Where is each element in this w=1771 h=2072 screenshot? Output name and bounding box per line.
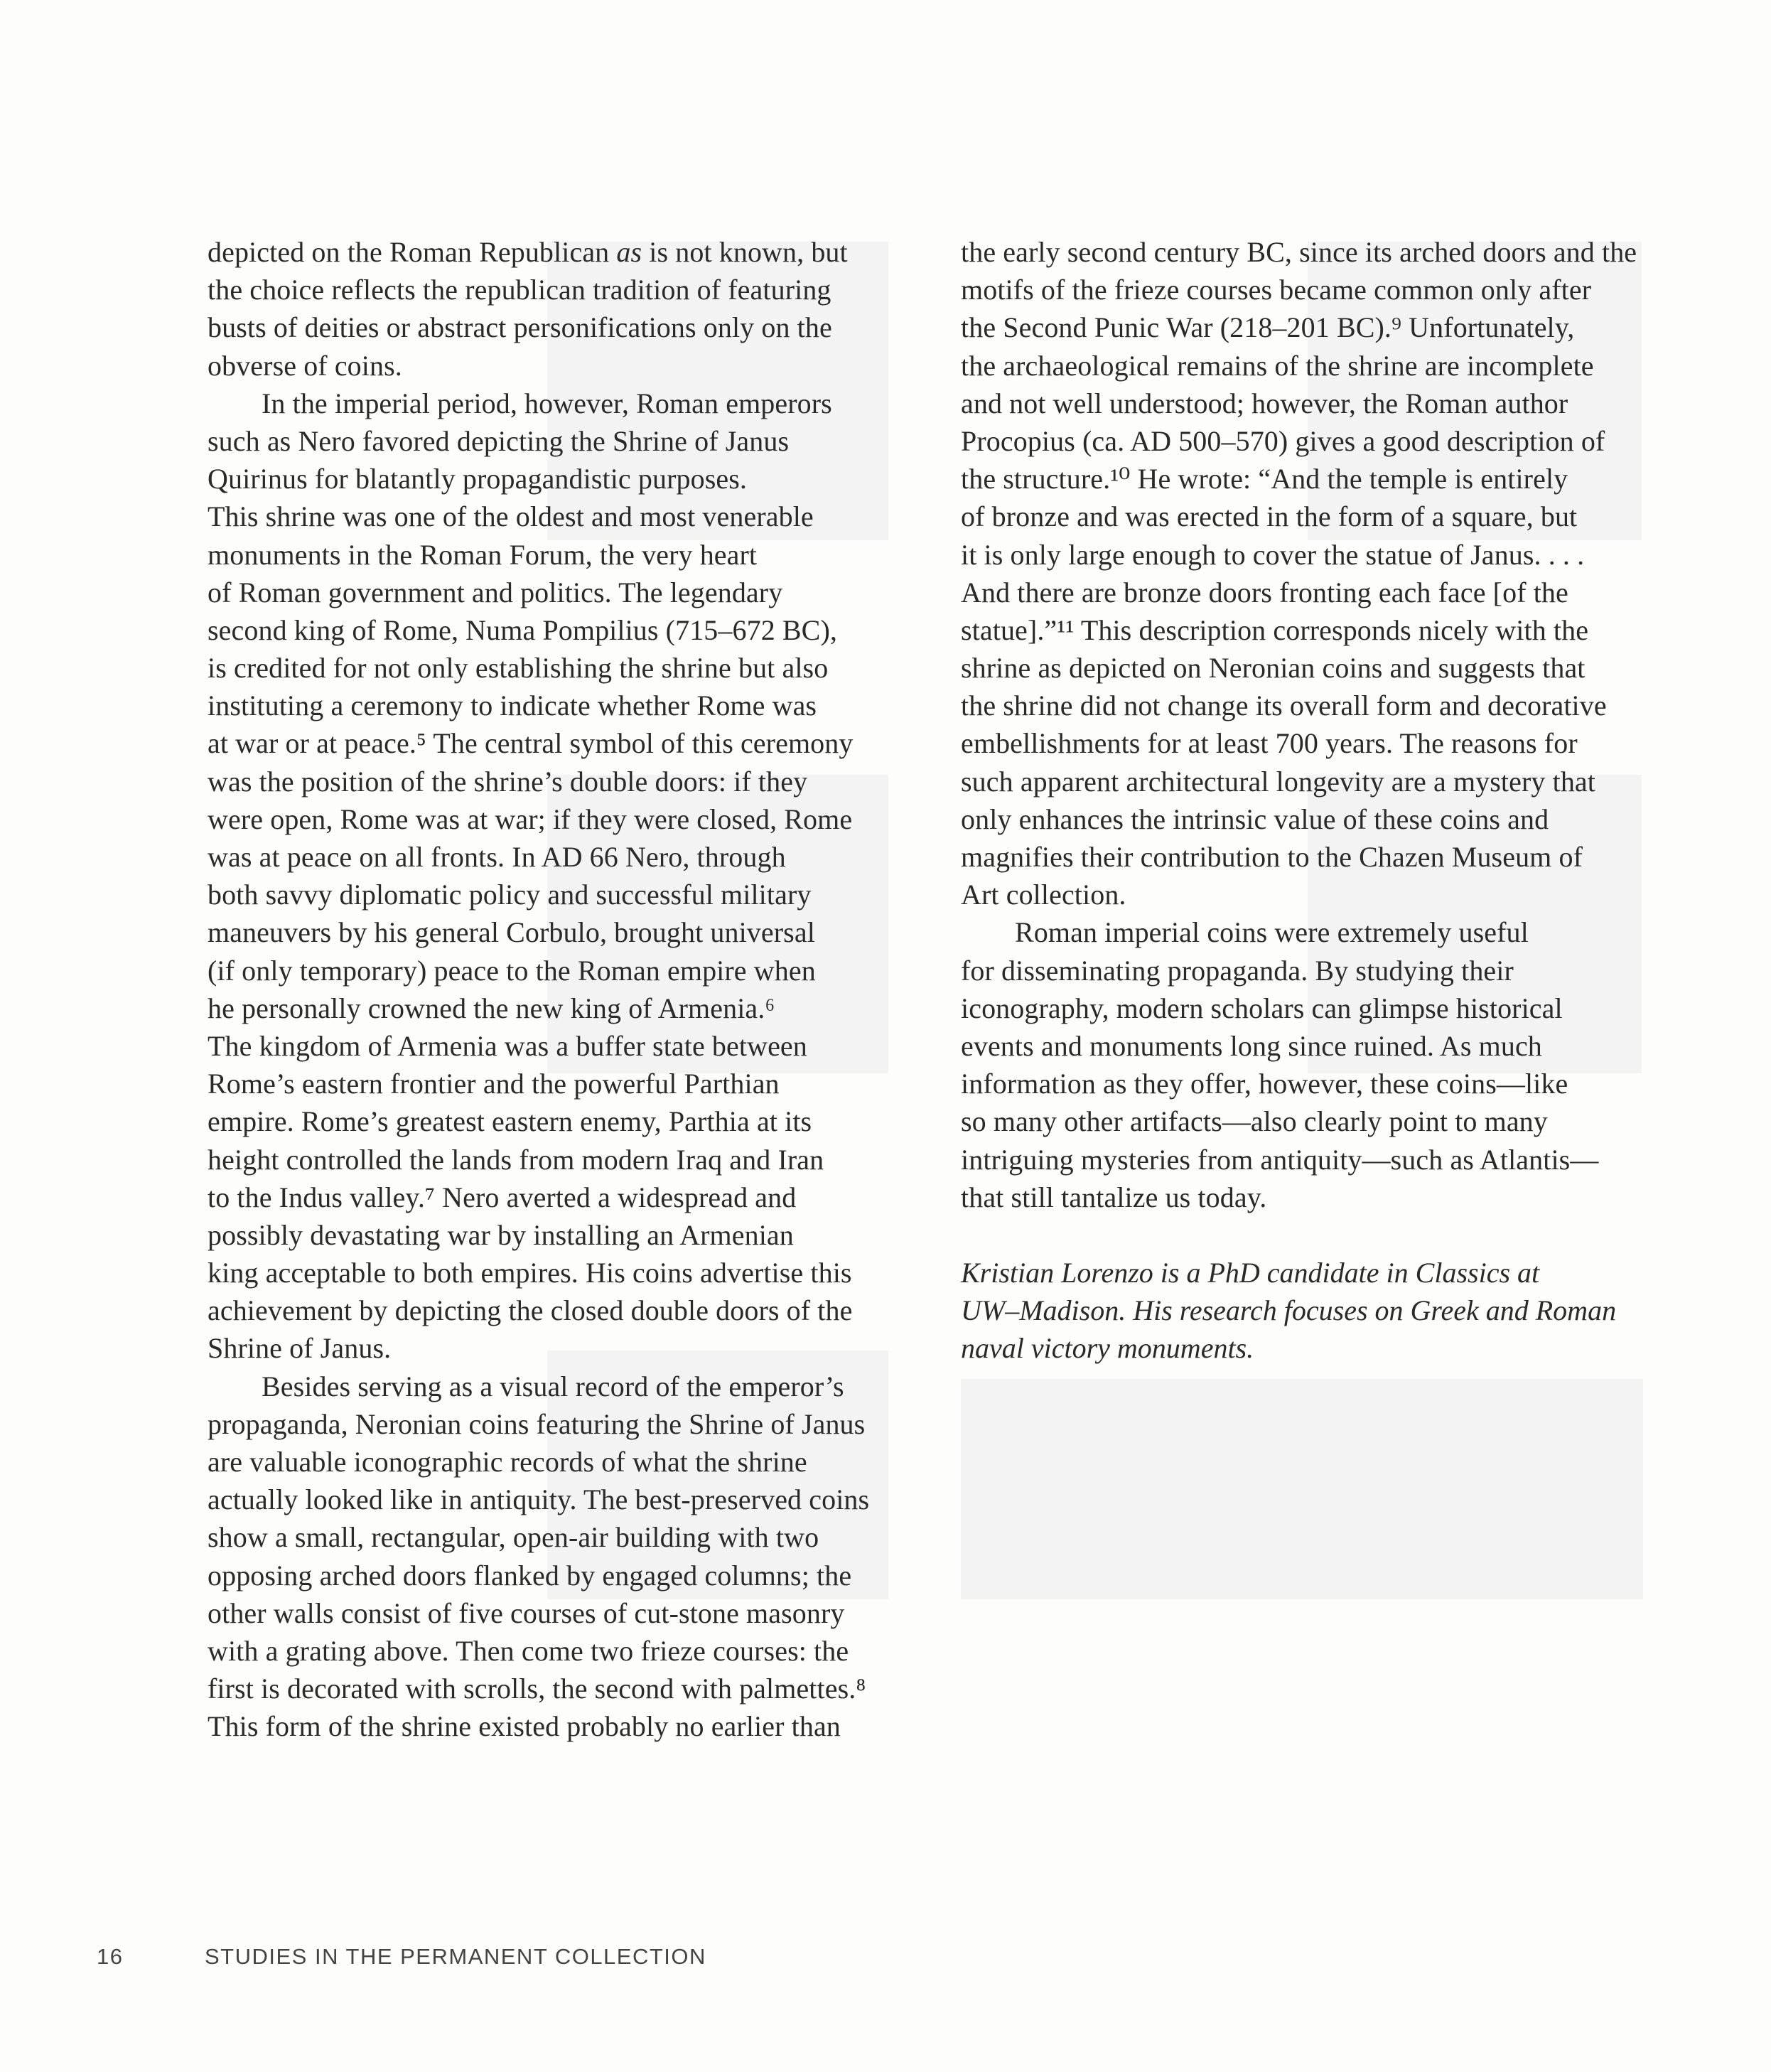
- text-line: it is only large enough to cover the statue of Janus. . . .: [961, 538, 1585, 571]
- author-bio: [961, 1254, 1643, 1368]
- text-line: empire. Rome’s greatest eastern enemy, Parthia at its: [208, 1105, 812, 1138]
- text-line: the Second Punic War (218–201 BC).⁹ Unfortunately,: [961, 311, 1575, 344]
- text-line: Rome’s eastern frontier and the powerful Parthian: [208, 1068, 780, 1100]
- text-line: Besides serving as a visual record of the emperor’s: [262, 1370, 844, 1402]
- body-text-left-column: [208, 233, 890, 1746]
- text-line: achievement by depicting the closed double doors of the: [208, 1294, 853, 1327]
- text-line: the archaeological remains of the shrine are incomplete: [961, 349, 1594, 382]
- text-line: was at peace on all fronts. In AD 66 Nero, through: [208, 841, 786, 873]
- text-line: with a grating above. Then come two frieze courses: the: [208, 1634, 849, 1667]
- text-line: was the position of the shrine’s double doors: if they: [208, 765, 808, 798]
- text-line: In the imperial period, however, Roman emperors: [262, 387, 832, 419]
- text-line: busts of deities or abstract personifications only on the: [208, 311, 832, 344]
- text-line: the shrine did not change its overall form and decorative: [961, 689, 1607, 722]
- bio-line: naval victory monuments.: [961, 1332, 1254, 1365]
- text-line: at war or at peace.⁵ The central symbol of this ceremony: [208, 727, 854, 760]
- text-line: opposing arched doors flanked by engaged columns; the: [208, 1559, 852, 1591]
- text-line: shrine as depicted on Neronian coins and suggests that: [961, 652, 1586, 685]
- text-line: depicted on the Roman Republican as is not known, but: [208, 236, 848, 268]
- bio-line: Kristian Lorenzo is a PhD candidate in Classics at: [961, 1257, 1540, 1289]
- text-line: other walls consist of five courses of cut-stone masonry: [208, 1596, 845, 1629]
- text-line: And there are bronze doors fronting each face [of the: [961, 576, 1568, 608]
- body-text-right-column: [961, 233, 1647, 1216]
- text-line: the choice reflects the republican tradition of featuring: [208, 274, 831, 306]
- text-line: show a small, rectangular, open-air building with two: [208, 1521, 819, 1554]
- text-line: were open, Rome was at war; if they were closed, Rome: [208, 803, 853, 835]
- text-line: Shrine of Janus.: [208, 1332, 392, 1365]
- text-line: maneuvers by his general Corbulo, brought universal: [208, 916, 815, 949]
- text-line: iconography, modern scholars can glimpse historical: [961, 992, 1563, 1024]
- text-line: motifs of the frieze courses became common only after: [961, 274, 1592, 306]
- text-line: both savvy diplomatic policy and successful military: [208, 879, 812, 911]
- text-line: second king of Rome, Numa Pompilius (715–672 BC),: [208, 613, 837, 646]
- text-line: instituting a ceremony to indicate whether Rome was: [208, 689, 817, 722]
- text-line: monuments in the Roman Forum, the very heart: [208, 538, 758, 571]
- text-line: embellishments for at least 700 years. The reasons for: [961, 727, 1578, 760]
- text-line: Quirinus for blatantly propagandistic purposes.: [208, 463, 747, 495]
- text-line: such as Nero favored depicting the Shrine of Janus: [208, 424, 790, 457]
- page-footer: [97, 1944, 706, 1970]
- text-line: This form of the shrine existed probably no earlier than: [208, 1710, 841, 1743]
- text-line: magnifies their contribution to the Chazen Museum of: [961, 841, 1583, 873]
- italic-term: as: [616, 236, 642, 268]
- bio-line: UW–Madison. His research focuses on Greek and Roman: [961, 1294, 1617, 1327]
- text-line: obverse of coins.: [208, 349, 402, 382]
- text-line: actually looked like in antiquity. The best-preserved coins: [208, 1483, 870, 1516]
- text-line: The kingdom of Armenia was a buffer state between: [208, 1029, 807, 1062]
- text-line: such apparent architectural longevity are a mystery that: [961, 765, 1596, 798]
- text-line: is credited for not only establishing the shrine but also: [208, 652, 829, 685]
- text-line: (if only temporary) peace to the Roman empire when: [208, 954, 816, 987]
- text-line: only enhances the intrinsic value of these coins and: [961, 803, 1549, 835]
- page-number: 16: [97, 1944, 124, 1969]
- text-line: height controlled the lands from modern Iraq and Iran: [208, 1143, 824, 1176]
- text-line: of Roman government and politics. The legendary: [208, 576, 783, 608]
- text-line: Roman imperial coins were extremely useful: [1015, 916, 1529, 949]
- text-line: statue].”¹¹ This description corresponds nicely with the: [961, 613, 1589, 646]
- text-line: intriguing mysteries from antiquity—such as Atlantis—: [961, 1143, 1599, 1176]
- text-line: so many other artifacts—also clearly point to many: [961, 1105, 1548, 1138]
- text-line: are valuable iconographic records of what the shrine: [208, 1446, 807, 1478]
- text-line: of bronze and was erected in the form of a square, but: [961, 500, 1578, 533]
- text-line: for disseminating propaganda. By studying their: [961, 954, 1514, 987]
- text-line: first is decorated with scrolls, the second with palmettes.⁸: [208, 1673, 866, 1705]
- text-line: This shrine was one of the oldest and most venerable: [208, 500, 814, 533]
- text-line: that still tantalize us today.: [961, 1181, 1267, 1213]
- text-line: events and monuments long since ruined. As much: [961, 1029, 1542, 1062]
- text-line: and not well understood; however, the Roman author: [961, 387, 1568, 419]
- text-line: propaganda, Neronian coins featuring the Shrine of Janus: [208, 1407, 866, 1440]
- show-through-block: [961, 1379, 1643, 1599]
- text-line: to the Indus valley.⁷ Nero averted a widespread and: [208, 1181, 797, 1213]
- text-line: information as they offer, however, these coins—like: [961, 1068, 1568, 1100]
- text-line: king acceptable to both empires. His coins advertise this: [208, 1257, 852, 1289]
- text-line: Art collection.: [961, 879, 1126, 911]
- text-line: he personally crowned the new king of Armenia.⁶: [208, 992, 775, 1024]
- text-line: the structure.¹⁰ He wrote: “And the temple is entirely: [961, 463, 1568, 495]
- text-line: Procopius (ca. AD 500–570) gives a good description of: [961, 424, 1605, 457]
- text-line: the early second century BC, since its arched doors and the: [961, 236, 1637, 268]
- running-head: STUDIES IN THE PERMANENT COLLECTION: [205, 1944, 706, 1969]
- text-line: possibly devastating war by installing an Armenian: [208, 1218, 794, 1251]
